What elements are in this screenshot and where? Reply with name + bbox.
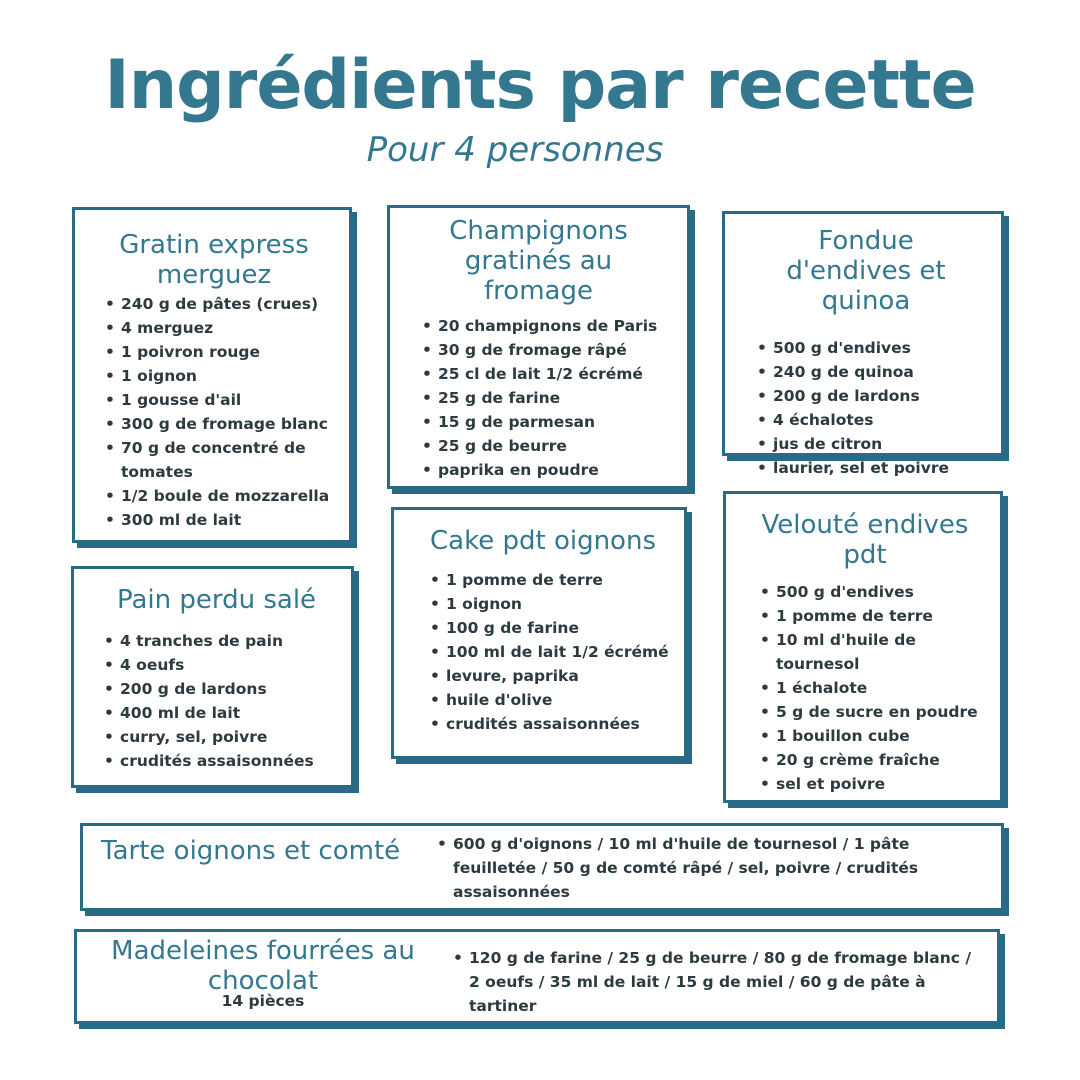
- ingredient-item: • 600 g d'oignons / 10 ml d'huile de tournesol / 1 pâte feuilletée / 50 g de comté râpé / sel, poivre / crudités assaisonnées: [435, 832, 961, 904]
- ingredient-list: [451, 946, 973, 1018]
- ingredient-item: • 20 g crème fraîche: [758, 748, 994, 772]
- ingredient-item: • laurier, sel et poivre: [755, 456, 995, 480]
- ingredient-item: • 100 ml de lait 1/2 écrémé: [428, 640, 678, 664]
- card-title: Champignons gratinés au fromage: [449, 216, 628, 306]
- ingredient-item: • 4 échalotes: [755, 408, 995, 432]
- ingredient-item: • 1 oignon: [428, 592, 678, 616]
- card-title: Pain perdu salé: [116, 585, 317, 615]
- ingredient-item: • 300 g de fromage blanc: [103, 412, 339, 436]
- ingredient-item: • 120 g de farine / 25 g de beurre / 80 g de fromage blanc / 2 oeufs / 35 ml de lait / 15 g de miel / 60 g de pâte à tartiner: [451, 946, 973, 1018]
- ingredient-item: • 20 champignons de Paris: [420, 314, 679, 338]
- ingredient-item: • 1 poivron rouge: [103, 340, 339, 364]
- ingredient-item: • 100 g de farine: [428, 616, 678, 640]
- card-cake: [391, 507, 687, 759]
- card-title: Velouté endives pdt: [761, 510, 969, 570]
- ingredient-list: [758, 580, 994, 796]
- card-madeleines: [74, 929, 1000, 1024]
- ingredient-item: • crudités assaisonnées: [428, 712, 678, 736]
- ingredient-item: • 70 g de concentré de tomates: [103, 436, 339, 484]
- ingredient-item: • 1 pomme de terre: [758, 604, 994, 628]
- ingredient-item: • 240 g de quinoa: [755, 360, 995, 384]
- ingredient-item: • 30 g de fromage râpé: [420, 338, 679, 362]
- ingredient-item: • 500 g d'endives: [758, 580, 994, 604]
- card-tarte: [80, 823, 1004, 911]
- ingredient-item: • 1/2 boule de mozzarella: [103, 484, 339, 508]
- ingredient-list: [420, 314, 679, 482]
- ingredient-item: • 10 ml d'huile de tournesol: [758, 628, 994, 676]
- card-pain: [71, 566, 354, 788]
- card-title: Fondue d'endives et quinoa: [786, 226, 946, 316]
- card-gratin: [72, 207, 352, 543]
- ingredient-item: • levure, paprika: [428, 664, 678, 688]
- card-title: Cake pdt oignons: [430, 526, 656, 556]
- ingredient-item: • 1 gousse d'ail: [103, 388, 339, 412]
- card-champignons: [387, 205, 690, 489]
- ingredient-item: • 25 g de beurre: [420, 434, 679, 458]
- ingredient-item: • 240 g de pâtes (crues): [103, 292, 339, 316]
- ingredient-item: • 25 cl de lait 1/2 écrémé: [420, 362, 679, 386]
- ingredient-item: • 5 g de sucre en poudre: [758, 700, 994, 724]
- ingredient-item: • crudités assaisonnées: [102, 749, 345, 773]
- ingredient-item: • 15 g de parmesan: [420, 410, 679, 434]
- ingredient-list: [435, 832, 961, 904]
- card-title: Madeleines fourrées au chocolat: [111, 936, 415, 996]
- page-title: Ingrédients par recette: [104, 46, 976, 125]
- portion-note: 14 pièces: [221, 992, 305, 1010]
- ingredient-item: • paprika en poudre: [420, 458, 679, 482]
- page-subtitle: Pour 4 personnes: [366, 130, 664, 170]
- ingredient-item: • 1 pomme de terre: [428, 568, 678, 592]
- ingredient-item: • 200 g de lardons: [755, 384, 995, 408]
- ingredient-item: • 300 ml de lait: [103, 508, 339, 532]
- ingredient-item: • jus de citron: [755, 432, 995, 456]
- ingredient-item: • 1 bouillon cube: [758, 724, 994, 748]
- ingredient-item: • 1 échalote: [758, 676, 994, 700]
- card-title: Gratin express merguez: [119, 230, 309, 290]
- ingredient-list: [102, 629, 345, 773]
- ingredient-item: • 4 oeufs: [102, 653, 345, 677]
- card-veloute: [723, 491, 1003, 803]
- ingredient-item: • sel et poivre: [758, 772, 994, 796]
- ingredient-item: • curry, sel, poivre: [102, 725, 345, 749]
- ingredient-item: • 200 g de lardons: [102, 677, 345, 701]
- card-title: Tarte oignons et comté: [101, 836, 401, 866]
- ingredient-item: • 25 g de farine: [420, 386, 679, 410]
- card-fondue: [722, 211, 1004, 477]
- ingredient-list: [755, 336, 995, 480]
- ingredient-item: • huile d'olive: [428, 688, 678, 712]
- ingredient-list: [428, 568, 678, 736]
- ingredient-item: • 4 merguez: [103, 316, 339, 340]
- ingredient-item: • 500 g d'endives: [755, 336, 995, 360]
- ingredient-item: • 4 tranches de pain: [102, 629, 345, 653]
- ingredient-item: • 1 oignon: [103, 364, 339, 388]
- ingredient-list: [103, 292, 339, 532]
- ingredient-item: • 400 ml de lait: [102, 701, 345, 725]
